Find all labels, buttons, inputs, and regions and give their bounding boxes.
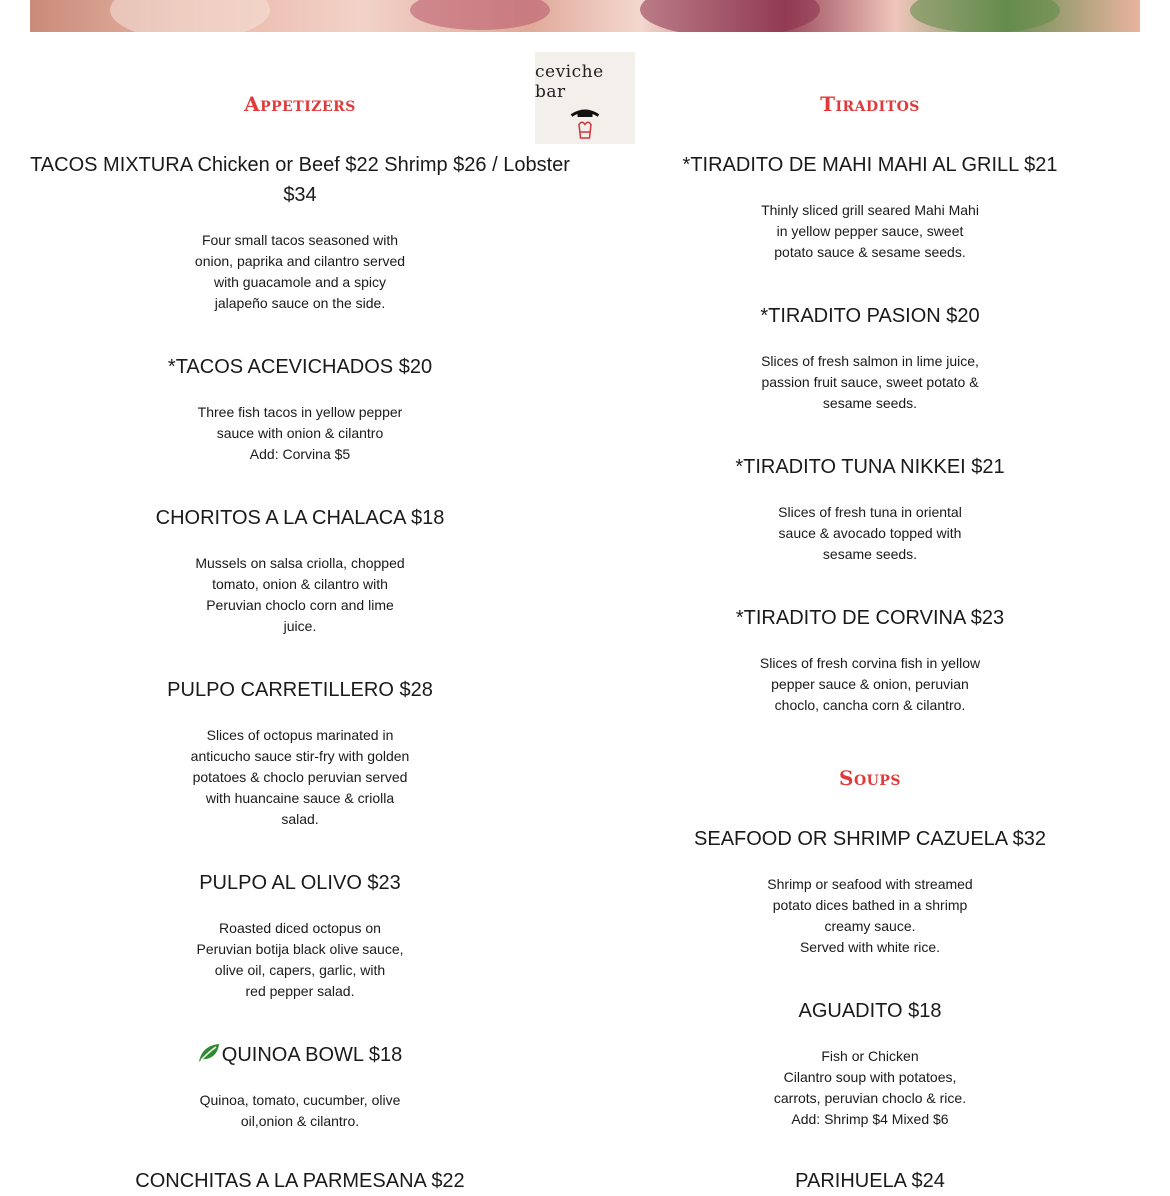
item-desc-line: Thinly sliced grill seared Mahi Mahi — [761, 202, 979, 218]
menu-item — [600, 1166, 1140, 1196]
menu-item — [600, 150, 1140, 263]
item-desc-line: passion fruit sauce, sweet potato & — [761, 374, 979, 390]
item-title — [30, 1040, 570, 1070]
item-desc-line: sauce & avocado topped with — [778, 525, 962, 541]
item-desc-line: carrots, peruvian choclo & rice. — [773, 1090, 967, 1106]
item-desc-line: juice. — [283, 618, 317, 634]
item-desc-line: Fish or Chicken — [821, 1048, 919, 1064]
menu-item — [600, 824, 1140, 958]
item-desc-line: creamy sauce. — [824, 918, 916, 934]
item-title: PULPO CARRETILLERO $28 — [167, 679, 433, 701]
item-desc-line: Peruvian botija black olive sauce, — [196, 941, 404, 957]
menu-item — [30, 503, 570, 637]
item-title: SEAFOOD OR SHRIMP CAZUELA $32 — [694, 828, 1046, 850]
menu-item — [600, 603, 1140, 716]
item-title: PARIHUELA $24 — [795, 1170, 945, 1192]
section-title-appetizers: Appetizers — [244, 92, 356, 116]
item-desc-line: Slices of fresh salmon in lime juice, — [761, 353, 979, 369]
menu-item — [600, 452, 1140, 565]
item-desc-line: Shrimp or seafood with streamed — [767, 876, 973, 892]
item-desc-line: potato sauce & sesame seeds. — [774, 244, 966, 260]
menu-item — [30, 675, 570, 830]
item-desc-line: olive oil, capers, garlic, with — [214, 962, 386, 978]
section-title-soups: Soups — [839, 766, 901, 790]
item-desc-line: oil,onion & cilantro. — [240, 1113, 360, 1129]
item-desc-line: Three fish tacos in yellow pepper — [197, 404, 403, 420]
item-desc-line: tomato, onion & cilantro with — [212, 576, 388, 592]
item-title: *TIRADITO DE MAHI MAHI AL GRILL $21 — [682, 154, 1058, 176]
item-desc-line: Served with white rice. — [799, 939, 941, 955]
item-desc-line: jalapeño sauce on the side. — [214, 295, 386, 311]
item-desc-line: anticucho sauce stir-fry with golden — [190, 748, 410, 764]
leaf-icon — [198, 1043, 220, 1063]
item-title: *TIRADITO TUNA NIKKEI $21 — [735, 456, 1005, 478]
item-desc-line: potatoes & choclo peruvian served — [192, 769, 408, 785]
item-desc-line: salad. — [281, 811, 319, 827]
item-desc-line: with huancaine sauce & criolla — [205, 790, 395, 806]
item-title: *TACOS ACEVICHADOS $20 — [167, 356, 433, 378]
item-title: AGUADITO $18 — [798, 1000, 942, 1022]
section-title-tiraditos: Tiraditos — [820, 92, 920, 116]
item-title: *TIRADITO DE CORVINA $23 — [735, 607, 1005, 629]
item-desc-line: Slices of fresh corvina fish in yellow — [759, 655, 981, 671]
item-desc-line: Cilantro soup with potatoes, — [783, 1069, 957, 1085]
item-title: CHORITOS A LA CHALACA $18 — [155, 507, 445, 529]
item-desc-line: pepper sauce & onion, peruvian — [771, 676, 969, 692]
item-title: *TIRADITO PASION $20 — [760, 305, 980, 327]
item-desc-line: Quinoa, tomato, cucumber, olive — [199, 1092, 401, 1108]
item-desc-line: red pepper salad. — [245, 983, 355, 999]
menu-item — [600, 996, 1140, 1130]
item-desc-line: Slices of octopus marinated in — [206, 727, 394, 743]
item-desc-line: sesame seeds. — [822, 546, 918, 562]
item-desc-line: sauce with onion & cilantro — [216, 425, 384, 441]
item-desc-line: choclo, cancha corn & cilantro. — [774, 697, 966, 713]
item-desc-line: with guacamole and a spicy — [214, 274, 386, 290]
item-desc-line: Mussels on salsa criolla, chopped — [195, 555, 405, 571]
menu-item — [600, 301, 1140, 414]
item-title: PULPO AL OLIVO $23 — [199, 872, 401, 894]
item-title: CONCHITAS A LA PARMESANA $22 — [135, 1170, 465, 1192]
item-desc-line: Four small tacos seasoned with — [201, 232, 399, 248]
item-title: TACOS MIXTURA Chicken or Beef $22 Shrimp $26 / Lobster $34 — [30, 154, 570, 206]
item-desc-line: Add: Corvina $5 — [249, 446, 351, 462]
item-desc-line: Roasted diced octopus on — [219, 920, 381, 936]
logo-text: ceviche bar — [535, 62, 604, 102]
menu-item — [30, 1040, 570, 1132]
item-desc-line: in yellow pepper sauce, sweet — [776, 223, 964, 239]
item-desc-line: sesame seeds. — [822, 395, 918, 411]
item-desc-line: Peruvian choclo corn and lime — [206, 597, 394, 613]
menu-item — [30, 1166, 570, 1196]
menu-item — [30, 352, 570, 465]
item-title-text: QUINOA BOWL $18 — [221, 1044, 403, 1066]
item-desc-line: Slices of fresh tuna in oriental — [778, 504, 962, 520]
item-desc-line: Add: Shrimp $4 Mixed $6 — [791, 1111, 949, 1127]
hero-banner-image — [30, 0, 1140, 32]
menu-item — [30, 150, 570, 314]
item-desc-line: potato dices bathed in a shrimp — [772, 897, 968, 913]
item-desc-line: onion, paprika and cilantro served — [194, 253, 406, 269]
menu-item — [30, 868, 570, 1002]
